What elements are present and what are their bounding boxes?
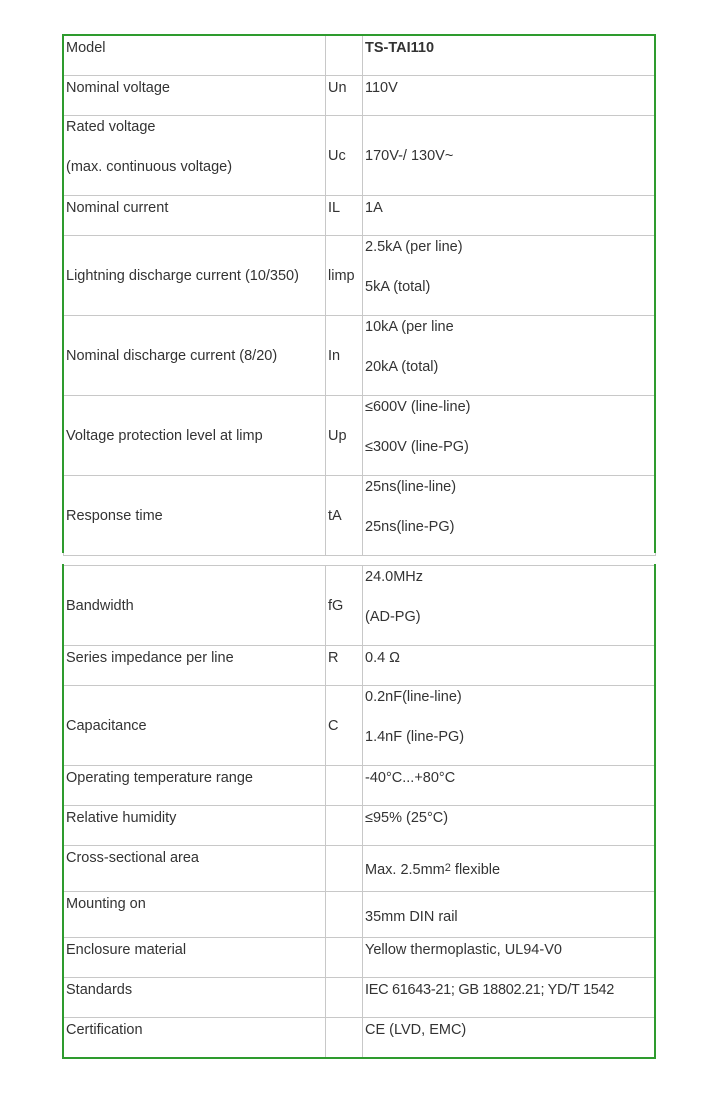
value-cell bbox=[363, 846, 656, 892]
value-cell: 35mm DIN rail bbox=[363, 892, 656, 938]
model-value: TS-TAI110 bbox=[363, 36, 656, 76]
parameter-line: Rated voltage bbox=[66, 119, 156, 135]
value-cell: 1A bbox=[363, 196, 656, 236]
value-cell bbox=[363, 316, 656, 396]
value-text: flexible bbox=[450, 861, 501, 878]
table-row bbox=[64, 236, 656, 316]
value-cell: CE (LVD, EMC) bbox=[363, 1018, 656, 1058]
value-line: 24.0MHz bbox=[365, 569, 424, 585]
table-row bbox=[64, 476, 656, 556]
symbol-cell bbox=[326, 806, 363, 846]
value-line: (AD-PG) bbox=[365, 609, 421, 625]
specification-table bbox=[63, 35, 656, 1058]
parameter-cell: Model bbox=[64, 36, 326, 76]
symbol-cell: R bbox=[326, 646, 363, 686]
value-cell bbox=[363, 566, 656, 646]
symbol-cell: Up bbox=[326, 396, 363, 476]
value-cell: ≤95% (25°C) bbox=[363, 806, 656, 846]
value-cell: 0.4 Ω bbox=[363, 646, 656, 686]
parameter-cell: Relative humidity bbox=[64, 806, 326, 846]
parameter-cell: Enclosure material bbox=[64, 938, 326, 978]
table-row bbox=[64, 116, 656, 196]
spec-sheet bbox=[63, 35, 655, 1058]
parameter-cell: Nominal current bbox=[64, 196, 326, 236]
value-cell bbox=[363, 236, 656, 316]
parameter-cell: Operating temperature range bbox=[64, 766, 326, 806]
symbol-cell bbox=[326, 1018, 363, 1058]
symbol-cell: limp bbox=[326, 236, 363, 316]
value-line: 10kA (per line bbox=[365, 319, 454, 335]
table-row bbox=[64, 846, 656, 892]
parameter-cell: Standards bbox=[64, 978, 326, 1018]
value-line: 1.4nF (line-PG) bbox=[365, 729, 465, 745]
table-row bbox=[64, 396, 656, 476]
table-row bbox=[64, 76, 656, 116]
parameter-cell: Cross-sectional area bbox=[64, 846, 326, 892]
table-row bbox=[64, 196, 656, 236]
table-gap bbox=[64, 556, 656, 566]
parameter-cell: Capacitance bbox=[64, 686, 326, 766]
gap-cell bbox=[64, 556, 656, 566]
parameter-cell: Certification bbox=[64, 1018, 326, 1058]
table-row bbox=[64, 938, 656, 978]
value-line: 0.2nF(line-line) bbox=[365, 689, 462, 705]
symbol-cell: Uc bbox=[326, 116, 363, 196]
symbol-cell: fG bbox=[326, 566, 363, 646]
table-row-model bbox=[64, 36, 656, 76]
table-row bbox=[64, 892, 656, 938]
value-line: ≤600V (line-line) bbox=[365, 399, 471, 415]
value-line: 20kA (total) bbox=[365, 359, 439, 375]
parameter-cell: Bandwidth bbox=[64, 566, 326, 646]
symbol-cell: C bbox=[326, 686, 363, 766]
symbol-cell: Un bbox=[326, 76, 363, 116]
table-row bbox=[64, 766, 656, 806]
table-row bbox=[64, 686, 656, 766]
table-row bbox=[64, 978, 656, 1018]
table-row bbox=[64, 646, 656, 686]
parameter-cell bbox=[64, 116, 326, 196]
value-cell bbox=[363, 686, 656, 766]
symbol-cell bbox=[326, 978, 363, 1018]
symbol-cell bbox=[326, 892, 363, 938]
symbol-cell: tA bbox=[326, 476, 363, 556]
parameter-cell: Voltage protection level at limp bbox=[64, 396, 326, 476]
parameter-cell: Response time bbox=[64, 476, 326, 556]
value-line: 25ns(line-PG) bbox=[365, 519, 455, 535]
symbol-cell: IL bbox=[326, 196, 363, 236]
superscript: 2 bbox=[444, 861, 451, 874]
parameter-cell: Nominal discharge current (8/20) bbox=[64, 316, 326, 396]
symbol-cell bbox=[326, 938, 363, 978]
symbol-cell bbox=[326, 846, 363, 892]
parameter-cell: Lightning discharge current (10/350) bbox=[64, 236, 326, 316]
parameter-line: (max. continuous voltage) bbox=[66, 159, 233, 175]
value-cell: IEC 61643-21; GB 18802.21; YD/T 1542 bbox=[363, 978, 656, 1018]
value-cell: 110V bbox=[363, 76, 656, 116]
value-text: Max. 2.5mm bbox=[365, 861, 445, 878]
symbol-cell bbox=[326, 766, 363, 806]
value-line: 5kA (total) bbox=[365, 279, 431, 295]
value-line: 25ns(line-line) bbox=[365, 479, 457, 495]
table-row bbox=[64, 1018, 656, 1058]
table-row bbox=[64, 806, 656, 846]
parameter-cell: Mounting on bbox=[64, 892, 326, 938]
value-line: 2.5kA (per line) bbox=[365, 239, 463, 255]
parameter-cell: Nominal voltage bbox=[64, 76, 326, 116]
parameter-cell: Series impedance per line bbox=[64, 646, 326, 686]
symbol-cell: In bbox=[326, 316, 363, 396]
value-cell: 170V-/ 130V~ bbox=[363, 116, 656, 196]
value-cell bbox=[363, 396, 656, 476]
symbol-cell bbox=[326, 36, 363, 76]
table-row bbox=[64, 566, 656, 646]
value-cell: Yellow thermoplastic, UL94-V0 bbox=[363, 938, 656, 978]
value-cell bbox=[363, 476, 656, 556]
value-cell: -40°C...+80°C bbox=[363, 766, 656, 806]
value-line: ≤300V (line-PG) bbox=[365, 439, 469, 455]
table-row bbox=[64, 316, 656, 396]
